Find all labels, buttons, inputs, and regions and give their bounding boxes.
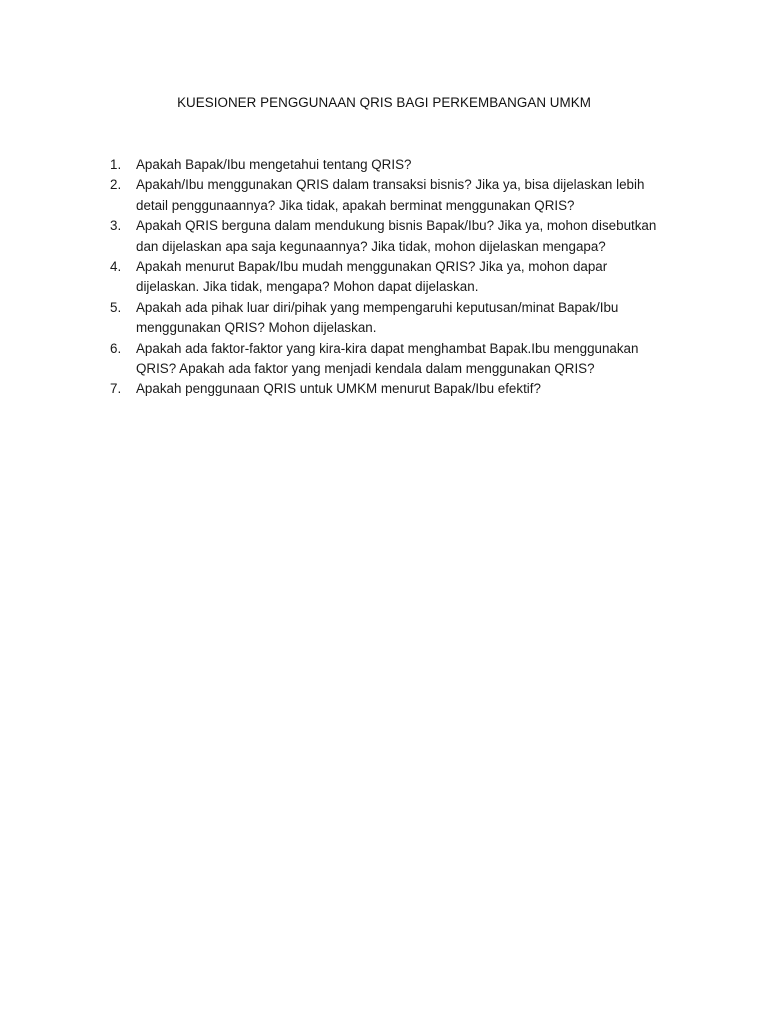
document-title: KUESIONER PENGGUNAAN QRIS BAGI PERKEMBANGAN UMKM <box>177 95 591 110</box>
question-item-7 <box>110 379 670 399</box>
question-number: 4. <box>110 259 122 275</box>
question-text: Apakah QRIS berguna dalam mendukung bisnis Bapak/Ibu? Jika ya, mohon disebutkan dan dijelaskan apa saja kegunaannya? Jika tidak, mohon dijelaskan mengapa? <box>136 218 657 254</box>
question-text: Apakah/Ibu menggunakan QRIS dalam transaksi bisnis? Jika ya, bisa dijelaskan lebih detail penggunaannya? Jika tidak, apakah berminat menggunakan QRIS? <box>136 177 645 213</box>
question-number: 1. <box>110 157 122 172</box>
question-text: Apakah ada pihak luar diri/pihak yang mempengaruhi keputusan/minat Bapak/Ibu menggunakan QRIS? Mohon dijelaskan. <box>136 299 619 336</box>
question-item-3 <box>110 216 670 257</box>
question-text: Apakah Bapak/Ibu mengetahui tentang QRIS? <box>136 157 412 172</box>
question-item-5 <box>110 298 670 339</box>
question-list <box>110 155 670 400</box>
question-text: Apakah menurut Bapak/Ibu mudah menggunakan QRIS? Jika ya, mohon dapar dijelaskan. Jika tidak, mengapa? Mohon dapat dijelaskan. <box>136 259 608 295</box>
question-number: 2. <box>110 177 122 193</box>
question-number: 3. <box>110 218 122 234</box>
question-number: 5. <box>110 299 122 315</box>
question-item-2 <box>110 175 670 216</box>
question-number: 7. <box>110 381 122 397</box>
question-text: Apakah ada faktor-faktor yang kira-kira dapat menghambat Bapak.Ibu menggunakan QRIS? Apakah ada faktor yang menjadi kendala dalam menggunakan QRIS? <box>136 340 639 377</box>
question-item-1 <box>110 155 670 175</box>
question-number: 6. <box>110 340 122 356</box>
question-item-6 <box>110 339 670 380</box>
question-text: Apakah penggunaan QRIS untuk UMKM menurut Bapak/Ibu efektif? <box>136 381 541 397</box>
question-item-4 <box>110 257 670 298</box>
